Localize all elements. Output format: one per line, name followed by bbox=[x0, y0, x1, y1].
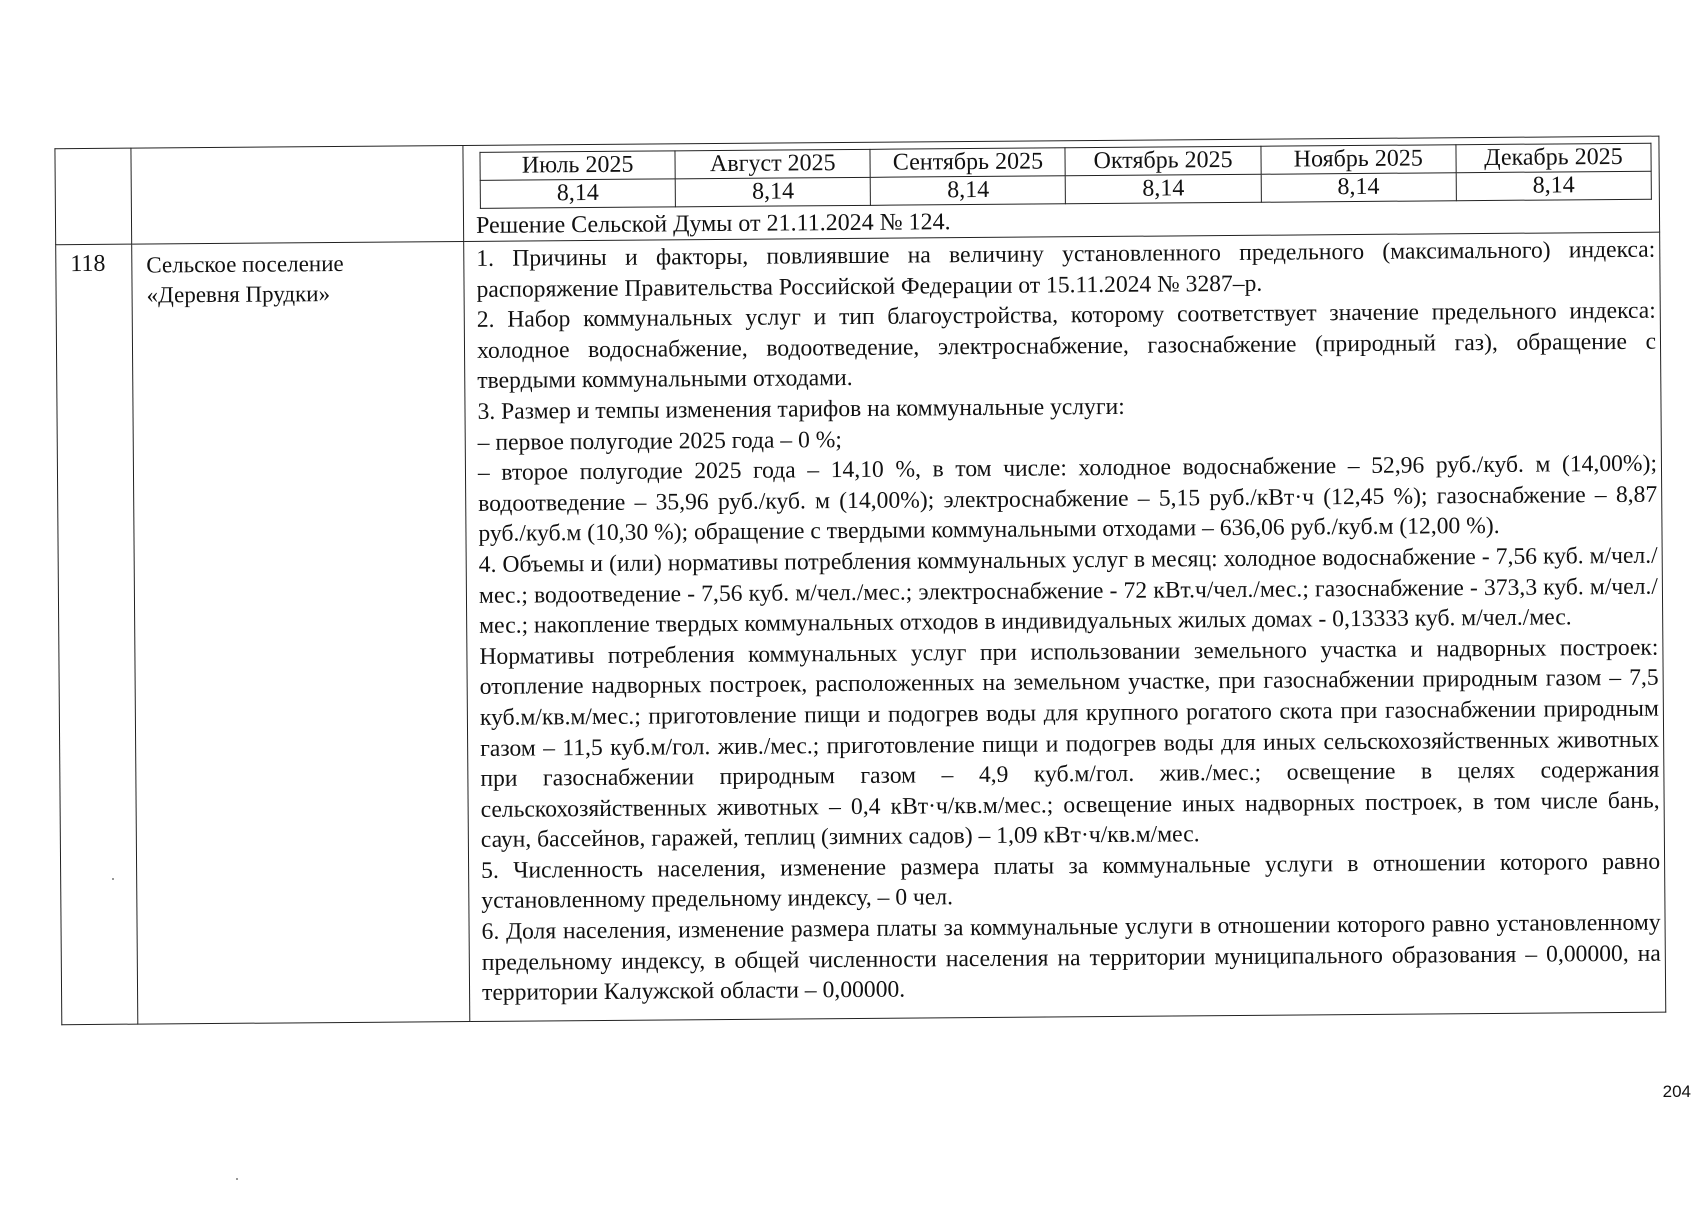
page-number: 204 bbox=[1662, 1082, 1691, 1101]
month-value: 8,14 bbox=[1066, 174, 1261, 204]
decision-reference: Решение Сельской Думы от 21.11.2024 № 124. bbox=[475, 209, 951, 239]
month-header: Октябрь 2025 bbox=[1065, 146, 1260, 176]
month-value: 8,14 bbox=[675, 177, 870, 207]
empty-number-cell bbox=[55, 148, 132, 245]
paragraph-3-second-half: – второе полугодие 2025 года – 14,10 %, в том числе: холодное водоснабжение – 52,96 руб./куб. м (14,00%); водоотведение – 35,96 руб./куб. м (14,00%); электроснабжение – 5,15 руб./кВт·ч (12,45 %); газоснабжение – 8,87 руб./куб.м (10,30 %); обращение с твердыми коммунальными отходами – 636,06 руб./куб.м (12,00 %). bbox=[477, 450, 1658, 548]
settlement-name-cell bbox=[132, 242, 470, 1025]
month-header: Август 2025 bbox=[675, 149, 870, 179]
paragraph-1: 1. Причины и факторы, повлиявшие на величину установленного предельного (максимального) индекса: распоряжение Правительства Российской Федерации от 15.11.2024 № 3287–р. bbox=[476, 236, 1656, 303]
paragraph-6: 6. Доля населения, изменение размера платы за коммунальные услуги в отношении которого равно установленному предельному индексу, в общей численности населения на территории муниципального образования – 0,00000, на территории Калужской области – 0,00000. bbox=[481, 909, 1661, 1007]
month-header: Сентябрь 2025 bbox=[870, 148, 1065, 178]
description-text bbox=[476, 233, 1661, 1009]
month-value: 8,14 bbox=[1456, 171, 1651, 201]
paragraph-2: 2. Набор коммунальных услуг и тип благоустройства, которому соответствует значение предельного индекса: холодное водоснабжение, водоотведение, электроснабжение, газоснабжение (природный газ), обращение с твердыми коммунальными отходами. bbox=[476, 297, 1657, 395]
month-value: 8,14 bbox=[480, 179, 675, 209]
paragraph-3: 3. Размер и темпы изменения тарифов на коммунальные услуги: bbox=[477, 393, 1125, 425]
month-value: 8,14 bbox=[1261, 173, 1456, 203]
description-cell bbox=[464, 232, 1666, 1021]
month-header: Июль 2025 bbox=[480, 151, 675, 181]
paragraph-norms: Нормативы потребления коммунальных услуг при использовании земельного участка и надворных построек: отопление надворных построек, расположенных на земельном участке, при газоснабжении природным газом – 7,5 куб.м/кв.м/мес.; приготовление пищи и подогрев воды для крупного рогатого скота при газоснабжении природным газом – 11,5 куб.м/гол. жив./мес.; приготовление пищи и подогрев воды для иных сельскохозяйственных животных при газоснабжении природным газом – 4,9 куб.м/гол. жив./мес.; освещение в целях содержания сельскохозяйственных животных – 0,4 кВт·ч/кв.м/мес.; освещение иных надворных построек, в том числе бань, саун, бассейнов, гаражей, теплиц (зимних садов) – 1,09 кВт·ч/кв.м/мес. bbox=[479, 634, 1660, 854]
month-header: Ноябрь 2025 bbox=[1261, 145, 1456, 175]
month-header: Декабрь 2025 bbox=[1456, 143, 1651, 173]
tariff-table bbox=[54, 136, 1666, 1026]
row-118 bbox=[56, 232, 1666, 1025]
row-number: 118 bbox=[56, 244, 138, 1025]
months-cell bbox=[463, 136, 1660, 241]
paragraph-4: 4. Объемы и (или) нормативы потребления коммунальных услуг в месяц: холодное водоснабжение - 7,56 куб. м/чел./мес.; водоотведение - 7,56 куб. м/чел./мес.; электроснабжение - 72 кВт.ч/чел./мес.; газоснабжение - 373,3 куб. м/чел./мес.; накопление твердых коммунальных отходов в индивидуальных жилых домах - 0,13333 куб. м/чел./мес. bbox=[478, 542, 1659, 640]
months-index-table bbox=[479, 143, 1651, 209]
scan-speck bbox=[236, 1178, 238, 1180]
empty-name-cell bbox=[131, 146, 464, 245]
scan-speck bbox=[112, 878, 114, 880]
paragraph-3-first-half: – первое полугодие 2025 года – 0 %; bbox=[477, 426, 843, 456]
month-value: 8,14 bbox=[870, 176, 1065, 206]
settlement-name-line2: «Деревня Прудки» bbox=[146, 281, 331, 308]
paragraph-5: 5. Численность населения, изменение размера платы за коммунальные услуги в отношении которого равно установленному предельному индексу, – 0 чел. bbox=[481, 848, 1661, 915]
settlement-name-line1: Сельское поселение bbox=[146, 250, 344, 278]
continuation-row bbox=[55, 136, 1660, 245]
